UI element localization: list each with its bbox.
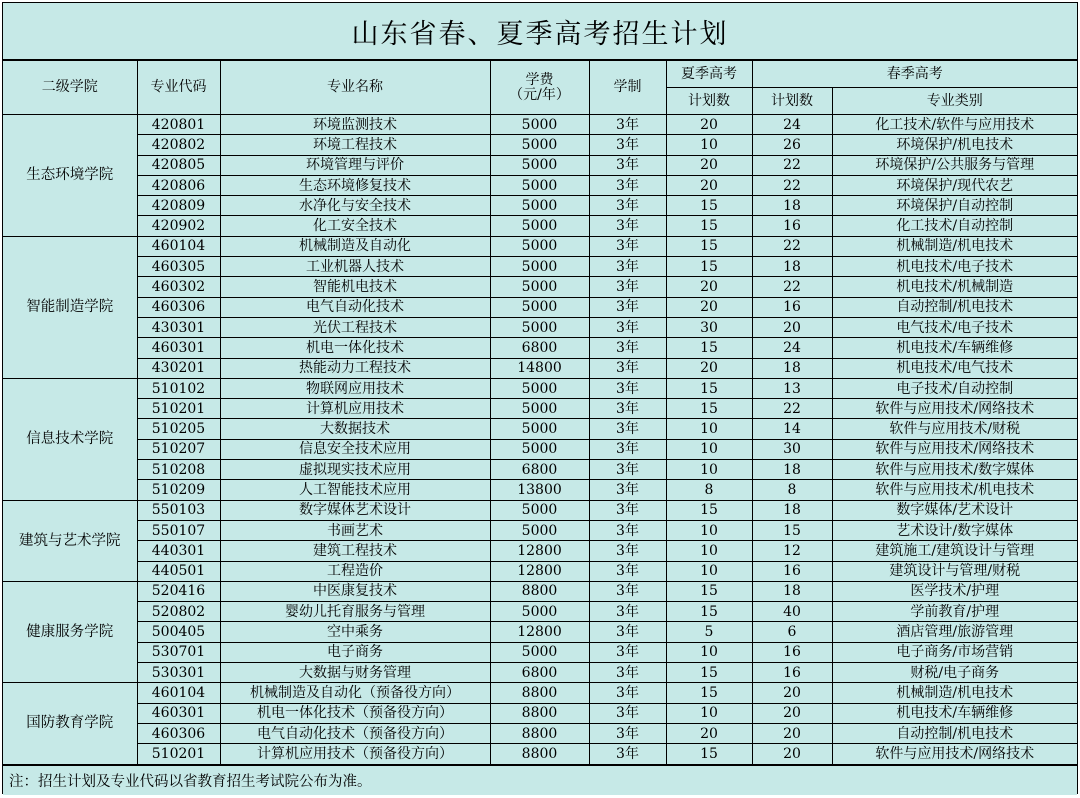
- major-name: 电气自动化技术（预备役方向）: [220, 723, 490, 743]
- spring-major-category: 机械制造/机电技术: [832, 236, 1077, 256]
- tuition-fee: 5000: [490, 317, 589, 337]
- major-code: 520802: [137, 602, 220, 622]
- tuition-fee: 6800: [490, 338, 589, 358]
- study-duration: 3年: [589, 642, 666, 662]
- spring-plan-count: 22: [752, 175, 832, 195]
- major-name: 大数据与财务管理: [220, 663, 490, 683]
- table-row: [3, 378, 1077, 398]
- spring-plan-count: 16: [752, 216, 832, 236]
- tuition-fee: 5000: [490, 115, 589, 135]
- tuition-fee: 13800: [490, 480, 589, 500]
- major-code: 460305: [137, 257, 220, 277]
- major-name: 光伏工程技术: [220, 317, 490, 337]
- spring-major-category: 建筑设计与管理/财税: [832, 561, 1077, 581]
- header-fee: [490, 61, 589, 115]
- table-row: [3, 297, 1077, 317]
- spring-plan-count: 22: [752, 277, 832, 297]
- summer-plan-count: 10: [666, 520, 752, 540]
- study-duration: 3年: [589, 196, 666, 216]
- spring-major-category: 酒店管理/旅游管理: [832, 622, 1077, 642]
- table-row: [3, 399, 1077, 419]
- summer-plan-count: 5: [666, 622, 752, 642]
- summer-plan-count: 10: [666, 439, 752, 459]
- spring-plan-count: 20: [752, 744, 832, 764]
- summer-plan-count: 10: [666, 541, 752, 561]
- major-name: 婴幼儿托育服务与管理: [220, 602, 490, 622]
- tuition-fee: 5000: [490, 399, 589, 419]
- tuition-fee: 5000: [490, 297, 589, 317]
- table-row: [3, 460, 1077, 480]
- major-name: 中医康复技术: [220, 581, 490, 601]
- spring-plan-count: 20: [752, 683, 832, 703]
- study-duration: 3年: [589, 622, 666, 642]
- spring-plan-count: 22: [752, 155, 832, 175]
- major-code: 510201: [137, 399, 220, 419]
- spring-plan-count: 20: [752, 723, 832, 743]
- spring-plan-count: 30: [752, 439, 832, 459]
- study-duration: 3年: [589, 460, 666, 480]
- study-duration: 3年: [589, 358, 666, 378]
- major-code: 460104: [137, 683, 220, 703]
- study-duration: 3年: [589, 723, 666, 743]
- spring-plan-count: 14: [752, 419, 832, 439]
- page-title: 山东省春、夏季高考招生计划: [351, 18, 729, 50]
- spring-major-category: 机电技术/车辆维修: [832, 703, 1077, 723]
- tuition-fee: 5000: [490, 175, 589, 195]
- spring-major-category: 自动控制/机电技术: [832, 723, 1077, 743]
- table-row: [3, 683, 1077, 703]
- major-name: 水净化与安全技术: [220, 196, 490, 216]
- major-code: 550103: [137, 500, 220, 520]
- major-name: 环境管理与评价: [220, 155, 490, 175]
- table-body: [3, 115, 1077, 765]
- table-row: [3, 561, 1077, 581]
- major-code: 510102: [137, 378, 220, 398]
- summer-plan-count: 15: [666, 196, 752, 216]
- table-row: [3, 439, 1077, 459]
- study-duration: 3年: [589, 439, 666, 459]
- spring-major-category: 环境保护/公共服务与管理: [832, 155, 1077, 175]
- study-duration: 3年: [589, 399, 666, 419]
- summer-plan-count: 15: [666, 216, 752, 236]
- major-code: 420806: [137, 175, 220, 195]
- tuition-fee: 8800: [490, 723, 589, 743]
- table-row: [3, 115, 1077, 135]
- spring-major-category: 软件与应用技术/财税: [832, 419, 1077, 439]
- major-code: 510201: [137, 744, 220, 764]
- major-name: 人工智能技术应用: [220, 480, 490, 500]
- table-row: [3, 358, 1077, 378]
- tuition-fee: 6800: [490, 663, 589, 683]
- tuition-fee: 5000: [490, 236, 589, 256]
- study-duration: 3年: [589, 683, 666, 703]
- study-duration: 3年: [589, 480, 666, 500]
- major-name: 计算机应用技术: [220, 399, 490, 419]
- summer-plan-count: 15: [666, 338, 752, 358]
- table-row: [3, 520, 1077, 540]
- table-row: [3, 541, 1077, 561]
- major-code: 430201: [137, 358, 220, 378]
- table-row: [3, 581, 1077, 601]
- table-header: [3, 61, 1077, 115]
- study-duration: 3年: [589, 277, 666, 297]
- study-duration: 3年: [589, 378, 666, 398]
- major-name: 生态环境修复技术: [220, 175, 490, 195]
- spring-major-category: 软件与应用技术/网络技术: [832, 439, 1077, 459]
- tuition-fee: 12800: [490, 622, 589, 642]
- spring-major-category: 化工技术/自动控制: [832, 216, 1077, 236]
- study-duration: 3年: [589, 520, 666, 540]
- summer-plan-count: 20: [666, 723, 752, 743]
- footnote: 注：招生计划及专业代码以省教育招生考试院公布为准。: [3, 765, 1077, 795]
- spring-major-category: 电子商务/市场营销: [832, 642, 1077, 662]
- header-spring-plan: 计划数: [752, 88, 832, 115]
- spring-plan-count: 26: [752, 135, 832, 155]
- tuition-fee: 5000: [490, 135, 589, 155]
- spring-plan-count: 22: [752, 399, 832, 419]
- major-code: 420802: [137, 135, 220, 155]
- summer-plan-count: 20: [666, 155, 752, 175]
- summer-plan-count: 20: [666, 115, 752, 135]
- summer-plan-count: 15: [666, 744, 752, 764]
- spring-major-category: 软件与应用技术/网络技术: [832, 744, 1077, 764]
- spring-plan-count: 16: [752, 663, 832, 683]
- major-code: 430301: [137, 317, 220, 337]
- table-row: [3, 622, 1077, 642]
- tuition-fee: 5000: [490, 216, 589, 236]
- study-duration: 3年: [589, 175, 666, 195]
- study-duration: 3年: [589, 115, 666, 135]
- summer-plan-count: 20: [666, 297, 752, 317]
- major-name: 环境监测技术: [220, 115, 490, 135]
- header-fee-line1: 学费: [525, 71, 554, 88]
- college-name: 生态环境学院: [3, 115, 137, 237]
- table-row: [3, 216, 1077, 236]
- tuition-fee: 8800: [490, 744, 589, 764]
- table-row: [3, 500, 1077, 520]
- summer-plan-count: 15: [666, 581, 752, 601]
- tuition-fee: 8800: [490, 683, 589, 703]
- major-code: 530301: [137, 663, 220, 683]
- college-name: 国防教育学院: [3, 683, 137, 764]
- spring-major-category: 机械制造/机电技术: [832, 683, 1077, 703]
- major-code: 460104: [137, 236, 220, 256]
- spring-plan-count: 22: [752, 236, 832, 256]
- spring-plan-count: 6: [752, 622, 832, 642]
- header-summer-plan: 计划数: [666, 88, 752, 115]
- spring-major-category: 建筑施工/建筑设计与管理: [832, 541, 1077, 561]
- tuition-fee: 8800: [490, 581, 589, 601]
- tuition-fee: 6800: [490, 460, 589, 480]
- major-name: 数字媒体艺术设计: [220, 500, 490, 520]
- header-duration: 学制: [589, 61, 666, 115]
- college-name: 智能制造学院: [3, 236, 137, 378]
- major-code: 510207: [137, 439, 220, 459]
- major-name: 工程造价: [220, 561, 490, 581]
- spring-major-category: 软件与应用技术/数字媒体: [832, 460, 1077, 480]
- study-duration: 3年: [589, 500, 666, 520]
- major-name: 环境工程技术: [220, 135, 490, 155]
- summer-plan-count: 30: [666, 317, 752, 337]
- spring-plan-count: 20: [752, 703, 832, 723]
- spring-plan-count: 18: [752, 257, 832, 277]
- spring-major-category: 财税/电子商务: [832, 663, 1077, 683]
- spring-major-category: 环境保护/现代农艺: [832, 175, 1077, 195]
- summer-plan-count: 10: [666, 419, 752, 439]
- summer-plan-count: 15: [666, 257, 752, 277]
- study-duration: 3年: [589, 338, 666, 358]
- summer-plan-count: 10: [666, 642, 752, 662]
- enrollment-table: [3, 60, 1077, 765]
- tuition-fee: 5000: [490, 500, 589, 520]
- spring-plan-count: 24: [752, 115, 832, 135]
- spring-plan-count: 13: [752, 378, 832, 398]
- summer-plan-count: 15: [666, 602, 752, 622]
- study-duration: 3年: [589, 155, 666, 175]
- tuition-fee: 5000: [490, 155, 589, 175]
- tuition-fee: 5000: [490, 439, 589, 459]
- study-duration: 3年: [589, 135, 666, 155]
- title-bar: [3, 3, 1077, 60]
- major-code: 420809: [137, 196, 220, 216]
- study-duration: 3年: [589, 419, 666, 439]
- table-row: [3, 135, 1077, 155]
- summer-plan-count: 10: [666, 135, 752, 155]
- spring-plan-count: 24: [752, 338, 832, 358]
- tuition-fee: 5000: [490, 602, 589, 622]
- major-code: 460302: [137, 277, 220, 297]
- major-code: 460301: [137, 338, 220, 358]
- table-row: [3, 338, 1077, 358]
- spring-major-category: 学前教育/护理: [832, 602, 1077, 622]
- college-name: 信息技术学院: [3, 378, 137, 500]
- tuition-fee: 5000: [490, 642, 589, 662]
- major-name: 信息安全技术应用: [220, 439, 490, 459]
- major-name: 智能机电技术: [220, 277, 490, 297]
- table-row: [3, 175, 1077, 195]
- summer-plan-count: 20: [666, 277, 752, 297]
- spring-major-category: 软件与应用技术/网络技术: [832, 399, 1077, 419]
- summer-plan-count: 15: [666, 683, 752, 703]
- major-code: 420805: [137, 155, 220, 175]
- summer-plan-count: 8: [666, 480, 752, 500]
- header-spring: 春季高考: [752, 61, 1077, 88]
- spring-plan-count: 40: [752, 602, 832, 622]
- table-row: [3, 703, 1077, 723]
- major-code: 460301: [137, 703, 220, 723]
- study-duration: 3年: [589, 561, 666, 581]
- tuition-fee: 5000: [490, 277, 589, 297]
- enrollment-plan-sheet: [2, 2, 1078, 794]
- spring-major-category: 机电技术/车辆维修: [832, 338, 1077, 358]
- major-code: 510205: [137, 419, 220, 439]
- spring-plan-count: 20: [752, 317, 832, 337]
- spring-plan-count: 16: [752, 642, 832, 662]
- spring-major-category: 机电技术/电子技术: [832, 257, 1077, 277]
- tuition-fee: 5000: [490, 378, 589, 398]
- spring-major-category: 化工技术/软件与应用技术: [832, 115, 1077, 135]
- table-row: [3, 257, 1077, 277]
- spring-major-category: 环境保护/机电技术: [832, 135, 1077, 155]
- major-name: 空中乘务: [220, 622, 490, 642]
- major-code: 440301: [137, 541, 220, 561]
- table-row: [3, 723, 1077, 743]
- tuition-fee: 5000: [490, 419, 589, 439]
- spring-plan-count: 12: [752, 541, 832, 561]
- table-row: [3, 277, 1077, 297]
- spring-major-category: 机电技术/电气技术: [832, 358, 1077, 378]
- spring-plan-count: 18: [752, 196, 832, 216]
- major-name: 计算机应用技术（预备役方向）: [220, 744, 490, 764]
- major-code: 460306: [137, 723, 220, 743]
- major-name: 机电一体化技术: [220, 338, 490, 358]
- table-row: [3, 663, 1077, 683]
- table-row: [3, 744, 1077, 764]
- header-name: 专业名称: [220, 61, 490, 115]
- header-spring-category: 专业类别: [832, 88, 1077, 115]
- summer-plan-count: 10: [666, 561, 752, 581]
- spring-major-category: 医学技术/护理: [832, 581, 1077, 601]
- major-code: 500405: [137, 622, 220, 642]
- table-row: [3, 155, 1077, 175]
- spring-major-category: 电气技术/电子技术: [832, 317, 1077, 337]
- summer-plan-count: 15: [666, 663, 752, 683]
- major-name: 热能动力工程技术: [220, 358, 490, 378]
- major-name: 机电一体化技术（预备役方向）: [220, 703, 490, 723]
- header-fee-line2: （元/年）: [509, 86, 570, 103]
- header-summer: 夏季高考: [666, 61, 752, 88]
- spring-plan-count: 15: [752, 520, 832, 540]
- major-name: 书画艺术: [220, 520, 490, 540]
- tuition-fee: 5000: [490, 257, 589, 277]
- summer-plan-count: 10: [666, 703, 752, 723]
- spring-major-category: 环境保护/自动控制: [832, 196, 1077, 216]
- major-name: 机械制造及自动化（预备役方向）: [220, 683, 490, 703]
- major-name: 工业机器人技术: [220, 257, 490, 277]
- major-code: 420902: [137, 216, 220, 236]
- table-row: [3, 317, 1077, 337]
- summer-plan-count: 15: [666, 500, 752, 520]
- major-code: 460306: [137, 297, 220, 317]
- spring-major-category: 自动控制/机电技术: [832, 297, 1077, 317]
- table-row: [3, 196, 1077, 216]
- summer-plan-count: 15: [666, 236, 752, 256]
- study-duration: 3年: [589, 236, 666, 256]
- study-duration: 3年: [589, 663, 666, 683]
- tuition-fee: 12800: [490, 541, 589, 561]
- major-code: 550107: [137, 520, 220, 540]
- major-code: 510209: [137, 480, 220, 500]
- study-duration: 3年: [589, 581, 666, 601]
- study-duration: 3年: [589, 216, 666, 236]
- tuition-fee: 5000: [490, 520, 589, 540]
- spring-major-category: 艺术设计/数字媒体: [832, 520, 1077, 540]
- major-name: 机械制造及自动化: [220, 236, 490, 256]
- spring-plan-count: 16: [752, 561, 832, 581]
- summer-plan-count: 20: [666, 358, 752, 378]
- spring-plan-count: 18: [752, 460, 832, 480]
- college-name: 建筑与艺术学院: [3, 500, 137, 581]
- table-row: [3, 602, 1077, 622]
- major-name: 物联网应用技术: [220, 378, 490, 398]
- study-duration: 3年: [589, 602, 666, 622]
- major-code: 420801: [137, 115, 220, 135]
- major-code: 530701: [137, 642, 220, 662]
- header-college: 二级学院: [3, 61, 137, 115]
- major-code: 520416: [137, 581, 220, 601]
- spring-major-category: 电子技术/自动控制: [832, 378, 1077, 398]
- major-name: 虚拟现实技术应用: [220, 460, 490, 480]
- spring-major-category: 机电技术/机械制造: [832, 277, 1077, 297]
- spring-plan-count: 16: [752, 297, 832, 317]
- table-row: [3, 642, 1077, 662]
- study-duration: 3年: [589, 744, 666, 764]
- table-row: [3, 419, 1077, 439]
- tuition-fee: 14800: [490, 358, 589, 378]
- major-name: 电子商务: [220, 642, 490, 662]
- spring-plan-count: 18: [752, 500, 832, 520]
- spring-plan-count: 8: [752, 480, 832, 500]
- study-duration: 3年: [589, 703, 666, 723]
- summer-plan-count: 15: [666, 378, 752, 398]
- major-name: 化工安全技术: [220, 216, 490, 236]
- college-name: 健康服务学院: [3, 581, 137, 682]
- major-name: 电气自动化技术: [220, 297, 490, 317]
- major-code: 510208: [137, 460, 220, 480]
- spring-major-category: 数字媒体/艺术设计: [832, 500, 1077, 520]
- major-code: 440501: [137, 561, 220, 581]
- spring-plan-count: 18: [752, 581, 832, 601]
- tuition-fee: 8800: [490, 703, 589, 723]
- header-code: 专业代码: [137, 61, 220, 115]
- table-row: [3, 480, 1077, 500]
- major-name: 建筑工程技术: [220, 541, 490, 561]
- study-duration: 3年: [589, 541, 666, 561]
- spring-plan-count: 18: [752, 358, 832, 378]
- summer-plan-count: 10: [666, 460, 752, 480]
- summer-plan-count: 20: [666, 175, 752, 195]
- study-duration: 3年: [589, 317, 666, 337]
- study-duration: 3年: [589, 297, 666, 317]
- summer-plan-count: 15: [666, 399, 752, 419]
- study-duration: 3年: [589, 257, 666, 277]
- major-name: 大数据技术: [220, 419, 490, 439]
- tuition-fee: 5000: [490, 196, 589, 216]
- tuition-fee: 12800: [490, 561, 589, 581]
- table-row: [3, 236, 1077, 256]
- spring-major-category: 软件与应用技术/机电技术: [832, 480, 1077, 500]
